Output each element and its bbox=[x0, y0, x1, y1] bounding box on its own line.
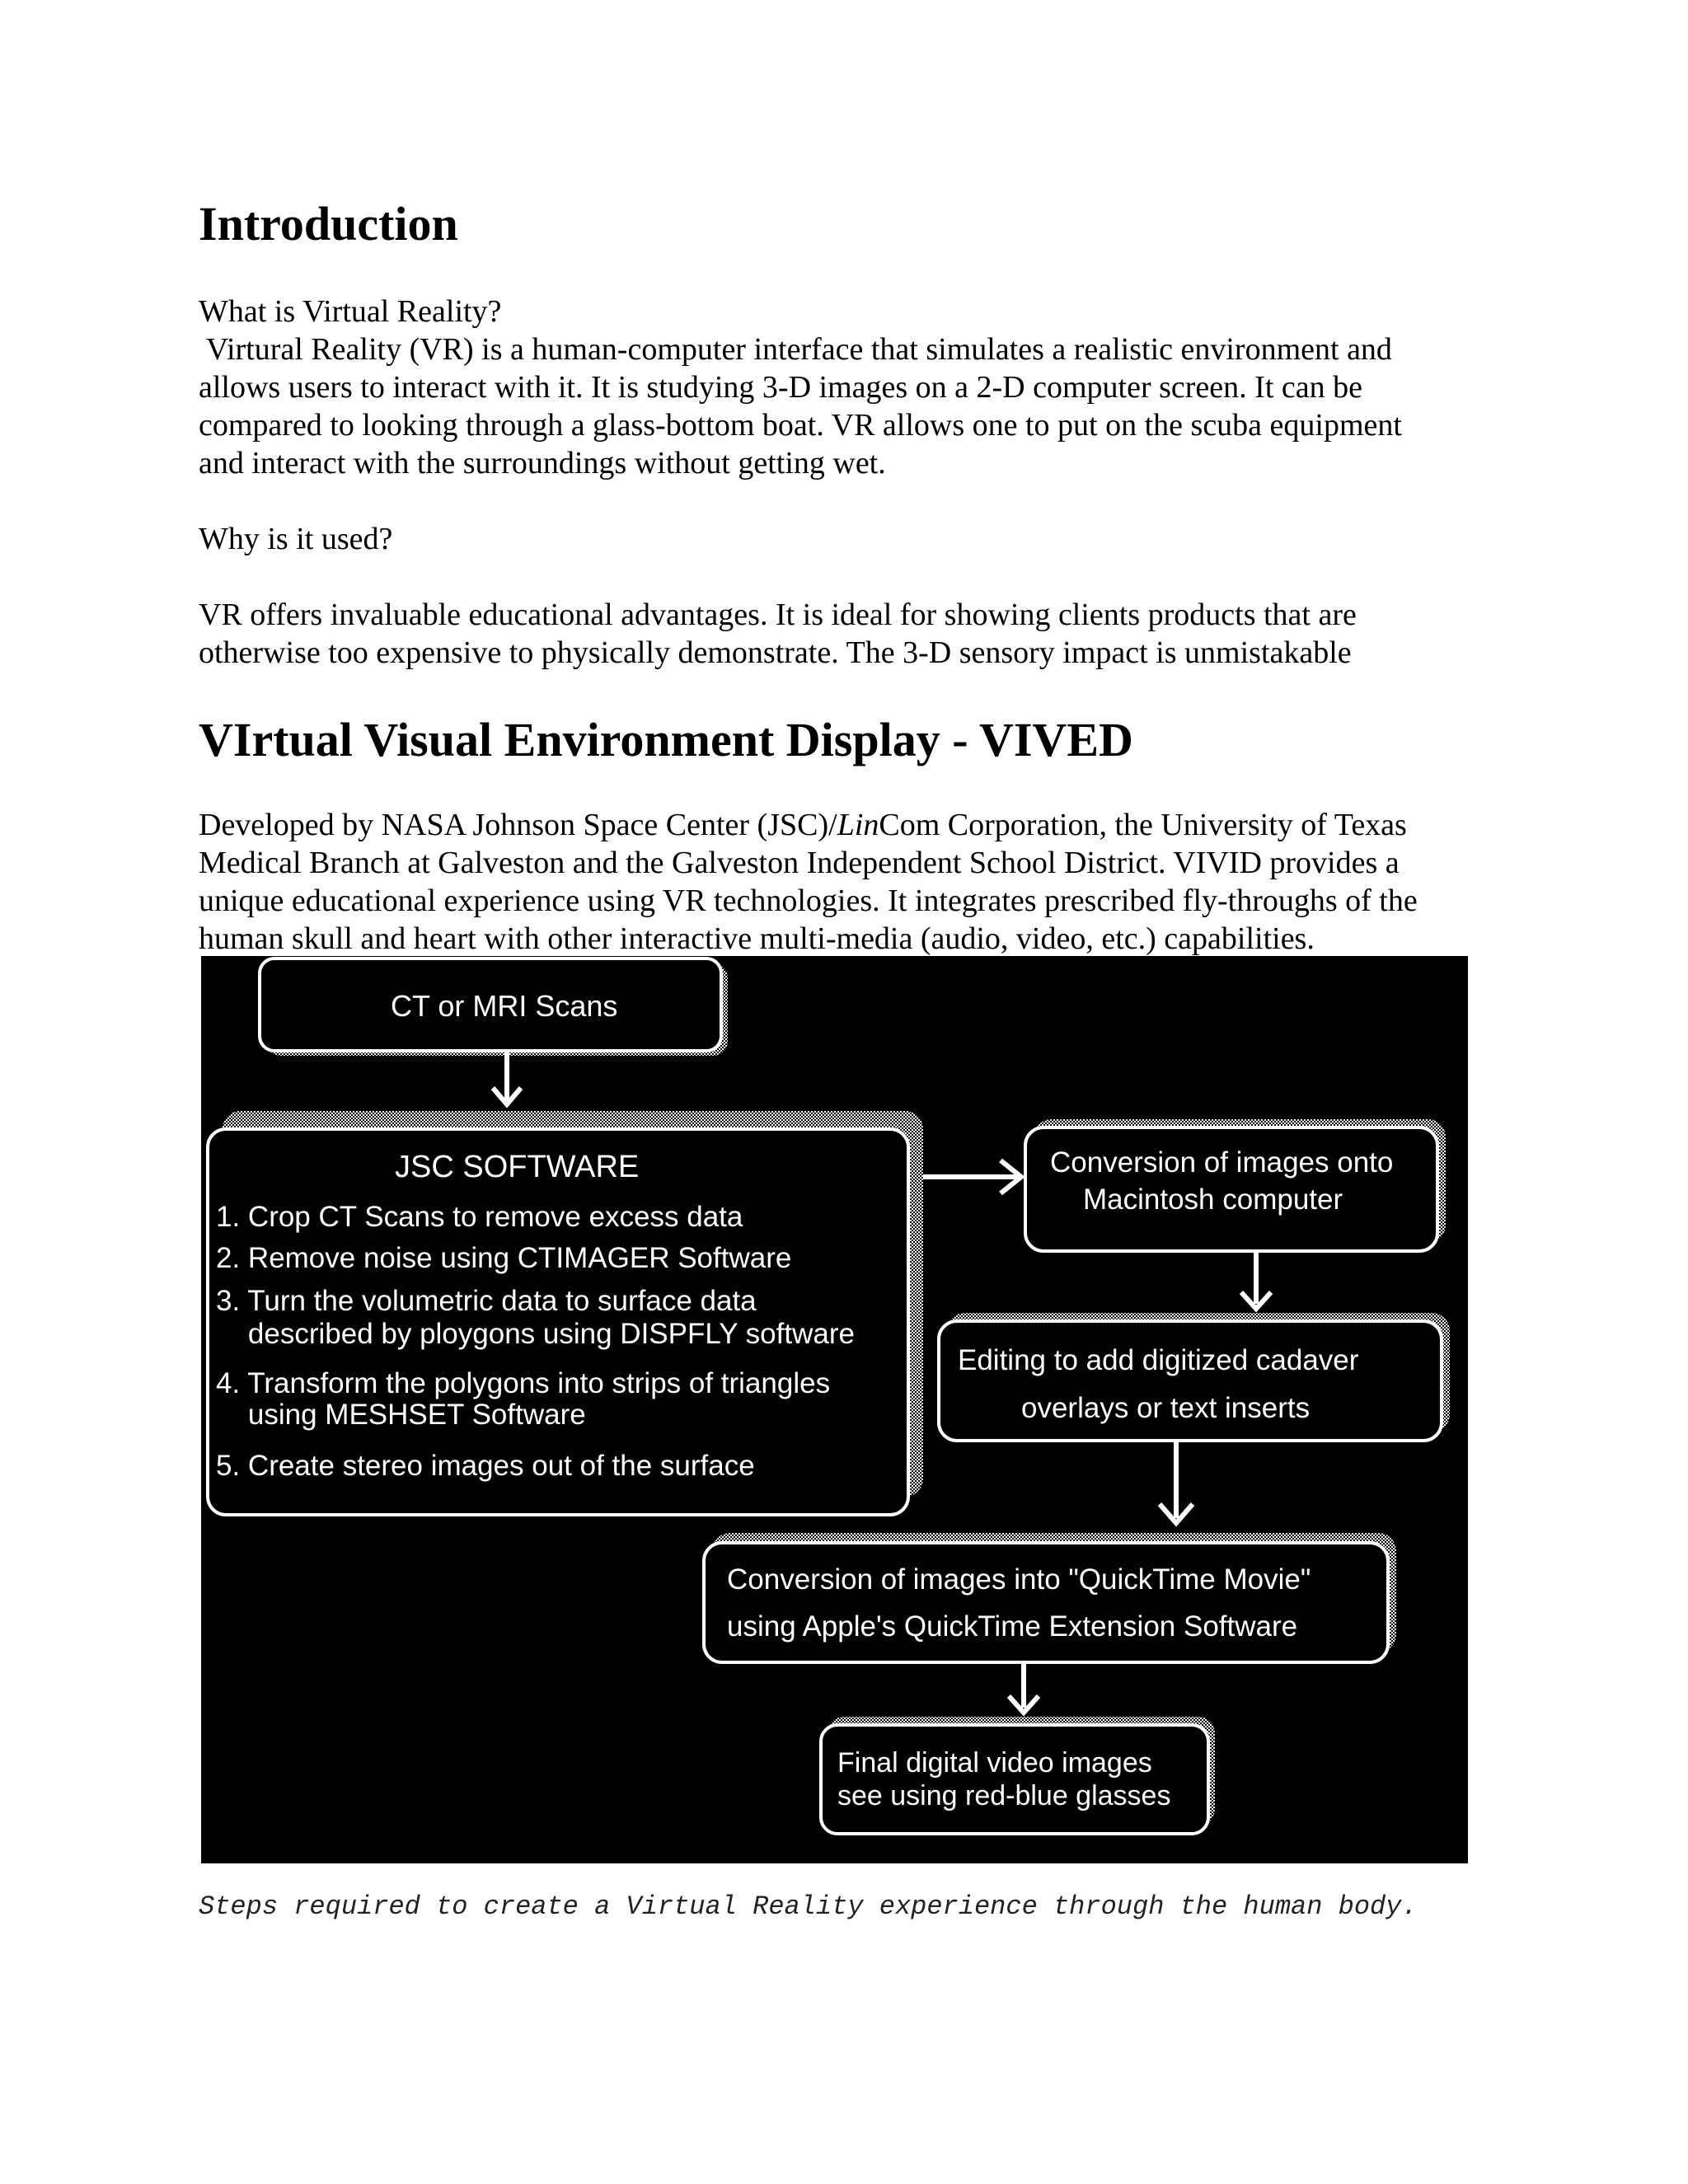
text-segment: Developed by NASA Johnson Space Center (JSC)/ bbox=[199, 808, 837, 842]
question-why-used: Why is it used? bbox=[199, 522, 393, 556]
question-what-is-vr: What is Virtual Reality? bbox=[199, 294, 502, 329]
box-quicktime-conversion bbox=[704, 1533, 1396, 1662]
vr-advantages-paragraph bbox=[199, 596, 1550, 672]
paragraph-line: Virtural Reality (VR) is a human-computer interface that simulates a realistic environment and bbox=[199, 332, 1392, 367]
flowchart-svg bbox=[201, 956, 1468, 1863]
box-final-video-images bbox=[821, 1717, 1215, 1834]
paragraph-line bbox=[199, 806, 1550, 844]
vr-definition-paragraph bbox=[199, 330, 1550, 482]
arrow-scans-to-jsc bbox=[493, 1051, 521, 1104]
arrow-jsc-to-mac bbox=[923, 1160, 1021, 1193]
mac-label-line: Conversion of images onto bbox=[1050, 1146, 1394, 1179]
box-jsc-software bbox=[208, 1111, 923, 1515]
figure-caption: Steps required to create a Virtual Reality experience through the human body. bbox=[199, 1891, 1418, 1922]
final-label-line: Final digital video images bbox=[837, 1747, 1152, 1779]
paragraph-line: VR offers invaluable educational advantages. It is ideal for showing clients products that are bbox=[199, 598, 1357, 632]
jsc-title: JSC SOFTWARE bbox=[395, 1150, 640, 1184]
arrow-quicktime-to-final bbox=[1009, 1662, 1039, 1713]
jsc-step: 3. Turn the volumetric data to surface data bbox=[216, 1285, 757, 1317]
paragraph-line: human skull and heart with other interactive multi-media (audio, video, etc.) capabilities. bbox=[199, 921, 1315, 956]
text-segment: Com Corporation, the University of Texas bbox=[879, 808, 1407, 842]
italic-text: Lin bbox=[837, 808, 879, 842]
jsc-step: 5. Create stereo images out of the surface bbox=[216, 1450, 755, 1482]
vived-description-paragraph bbox=[199, 806, 1550, 958]
arrow-edit-to-quicktime bbox=[1160, 1441, 1193, 1523]
paragraph-line: and interact with the surroundings without getting wet. bbox=[199, 446, 886, 480]
arrow-mac-to-edit bbox=[1241, 1251, 1271, 1309]
jsc-step: 2. Remove noise using CTIMAGER Software bbox=[216, 1242, 792, 1274]
box-macintosh-conversion bbox=[1025, 1119, 1446, 1251]
jsc-step: 1. Crop CT Scans to remove excess data bbox=[216, 1201, 743, 1233]
introduction-heading: Introduction bbox=[199, 197, 458, 251]
paragraph-line: compared to looking through a glass-bottom boat. VR allows one to put on the scuba equipment bbox=[199, 408, 1402, 443]
jsc-step: using MESHSET Software bbox=[216, 1399, 586, 1431]
box-ct-mri-scans bbox=[260, 958, 728, 1056]
jsc-step: described by ploygons using DISPFLY software bbox=[216, 1318, 855, 1350]
edit-label-line: overlays or text inserts bbox=[1021, 1392, 1311, 1424]
paragraph-line: unique educational experience using VR technologies. It integrates prescribed fly-throughs of the bbox=[199, 883, 1418, 918]
box-editing-overlays bbox=[939, 1313, 1450, 1441]
quicktime-label-line: using Apple's QuickTime Extension Software bbox=[727, 1610, 1298, 1643]
vived-heading: VIrtual Visual Environment Display - VIVED bbox=[199, 713, 1133, 766]
quicktime-label-line: Conversion of images into "QuickTime Movie" bbox=[727, 1563, 1311, 1596]
paragraph-line: Medical Branch at Galveston and the Galveston Independent School District. VIVID provides a bbox=[199, 846, 1400, 880]
vived-flowchart-figure bbox=[201, 956, 1468, 1863]
jsc-step: 4. Transform the polygons into strips of triangles bbox=[216, 1367, 831, 1399]
scans-label: CT or MRI Scans bbox=[391, 989, 618, 1023]
paragraph-line: otherwise too expensive to physically demonstrate. The 3-D sensory impact is unmistakable bbox=[199, 635, 1352, 670]
paragraph-line: allows users to interact with it. It is studying 3-D images on a 2-D computer screen. It can be bbox=[199, 370, 1362, 405]
edit-label-line: Editing to add digitized cadaver bbox=[958, 1344, 1359, 1376]
mac-label-line: Macintosh computer bbox=[1083, 1183, 1343, 1216]
final-label-line: see using red-blue glasses bbox=[837, 1780, 1171, 1811]
